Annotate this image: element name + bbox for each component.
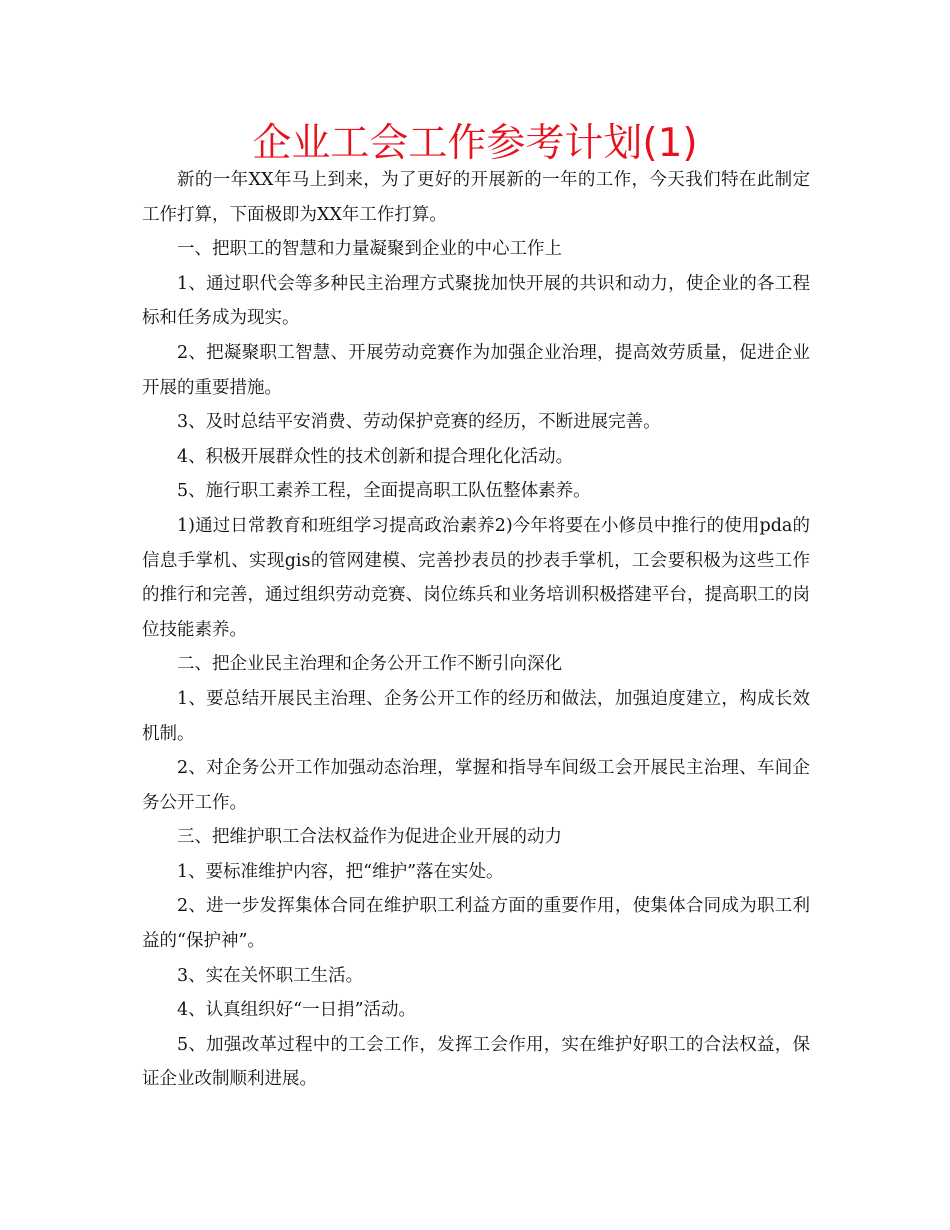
section-heading-3: 三、把维护职工合法权益作为促进企业开展的动力	[177, 827, 562, 848]
paragraph-3-5: 5、加强改革过程中的工会工作，发挥工会作用，实在维护好职工的合法权益，保证企业改制顺利进展。	[142, 1034, 810, 1090]
paragraph-1-5: 5、施行职工素养工程，全面提高职工队伍整体素养。	[177, 481, 591, 502]
document-title: 企业工会工作参考计划(1)	[252, 121, 698, 166]
paragraph-3-2: 2、进一步发挥集体合同在维护职工利益方面的重要作用，使集体合同成为职工利益的“保护神”。	[142, 896, 810, 952]
paragraph-2-1: 1、要总结开展民主治理、企务公开工作的经历和做法，加强迫度建立，构成长效机制。	[142, 688, 810, 744]
section-heading-1: 一、把职工的智慧和力量凝聚到企业的中心工作上	[177, 239, 562, 260]
paragraph-2-2: 2、对企务公开工作加强动态治理，掌握和指导车间级工会开展民主治理、车间企务公开工作。	[142, 758, 810, 813]
paragraph-1-3: 3、及时总结平安消费、劳动保护竞赛的经历，不断进展完善。	[177, 412, 661, 433]
paragraph-3-1: 1、要标准维护内容，把“维护”落在实处。	[177, 861, 504, 882]
section-heading-2: 二、把企业民主治理和企务公开工作不断引向深化	[177, 654, 562, 675]
paragraph-3-4: 4、认真组织好“一日捐”活动。	[177, 1000, 417, 1021]
paragraph-1-2: 2、把凝聚职工智慧、开展劳动竞赛作为加强企业治理，提高效劳质量，促进企业开展的重要措施。	[142, 342, 810, 398]
paragraph-1-5-detail: 1)通过日常教育和班组学习提高政治素养2)今年将要在小修员中推行的使用pda的信息手掌机、实现gis的管网建模、完善抄表员的抄表手掌机，工会要积极为这些工作的推行和完善，通过组织劳动竞赛、岗位练兵和业务培训积极搭建平台，提高职工的岗位技能素养。	[142, 515, 810, 640]
paragraph-intro: 新的一年XX年马上到来，为了更好的开展新的一年的工作，今天我们特在此制定工作打算，下面极即为XX年工作打算。	[142, 170, 810, 225]
paragraph-1-4: 4、积极开展群众性的技术创新和提合理化化活动。	[177, 446, 574, 467]
document-body	[142, 163, 810, 1097]
paragraph-3-3: 3、实在关怀职工生活。	[177, 965, 364, 986]
paragraph-1-1: 1、通过职代会等多种民主治理方式聚拢加快开展的共识和动力，使企业的各工程标和任务成为现实。	[142, 273, 810, 329]
